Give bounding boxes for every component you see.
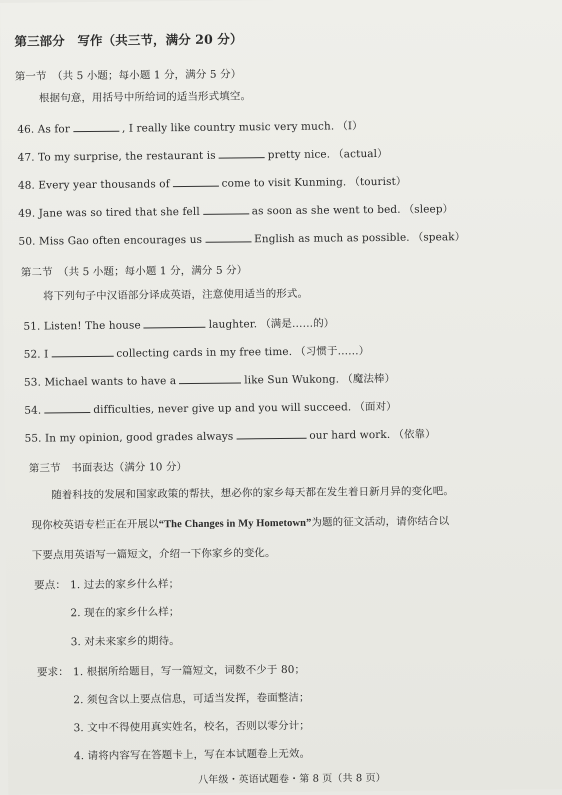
answer-blank	[219, 148, 265, 158]
question-text: 48. Every year thousands of	[17, 178, 170, 192]
question-50	[18, 229, 465, 249]
question-hint: （满是……的）	[260, 317, 335, 331]
question-55	[24, 426, 435, 445]
part3-title: 第三部分 写作（共三节，满分 20 分）	[14, 31, 243, 49]
requirement-item: 3. 文中不得使用真实姓名，校名，否则以零分计；	[73, 719, 310, 735]
question-54	[24, 399, 397, 418]
question-46	[17, 118, 362, 137]
question-hint: （speak）	[412, 231, 466, 244]
question-text: our hard work.	[309, 428, 391, 442]
page-footer: 八年级・英语试题卷・第 8 页（共 8 页）	[198, 772, 386, 786]
point-item: 3. 对未来家乡的期待。	[70, 635, 180, 649]
question-text: difficulties, never give up and you will succeed.	[93, 401, 352, 416]
point-item: 2. 现在的家乡什么样；	[70, 606, 180, 620]
question-text: 55. In my opinion, good grades always	[24, 430, 234, 445]
requirement-item: 1. 根据所给题目，写一篇短文，词数不少于 80；	[72, 663, 306, 679]
question-51	[23, 315, 334, 333]
section2-title: 第二节 （共 5 小题；每小题 1 分，满分 5 分）	[20, 264, 248, 279]
question-hint: （sleep）	[403, 203, 454, 216]
answer-blank	[236, 429, 306, 440]
question-48	[18, 174, 407, 193]
requirements-label: 要求：	[36, 666, 69, 679]
question-hint: （actual）	[333, 147, 388, 161]
question-hint: （面对）	[354, 400, 397, 414]
section2-instruction: 将下列句子中汉语部分译成英语，注意使用适当的形式。	[43, 287, 309, 303]
question-text: 47. To my surprise, the restaurant is	[17, 149, 216, 164]
question-hint: （tourist）	[349, 175, 407, 189]
question-text: come to visit Kunming.	[221, 176, 347, 190]
section3-title: 第三节 书面表达（满分 10 分）	[28, 461, 188, 475]
answer-blank	[51, 347, 113, 358]
question-52	[24, 343, 370, 362]
question-hint: （习惯于……）	[295, 345, 370, 358]
question-text: English as much as possible.	[253, 231, 410, 246]
essay-prompt-line-1: 随着科技的发展和国家政策的帮扶，想必你的家乡每天都在发生着日新月异的变化吧。	[51, 485, 455, 502]
question-53	[24, 371, 395, 390]
point-item: 1. 过去的家乡什么样；	[70, 578, 180, 592]
question-text: 50. Miss Gao often encourages us	[18, 233, 203, 248]
requirement-item: 4. 请将内容写在答题卡上，写在本试题卷上无效。	[73, 747, 311, 763]
prompt-text: 现你校英语专栏正在开展以	[31, 518, 159, 532]
question-text: like Sun Wukong.	[244, 373, 340, 387]
question-text: laughter.	[208, 318, 258, 331]
question-text: pretty nice.	[267, 148, 331, 162]
question-text: 49. Jane was so tired that she fell	[18, 205, 200, 220]
question-hint: （I）	[337, 120, 363, 133]
section1-title: 第一节 （共 5 小题；每小题 1 分，满分 5 分）	[14, 68, 242, 83]
question-text: collecting cards in my free time.	[116, 345, 293, 360]
essay-prompt-line-2	[31, 513, 449, 532]
answer-blank	[179, 373, 241, 384]
answer-blank	[144, 318, 206, 329]
points-label: 要点：	[34, 579, 66, 592]
answer-blank	[44, 403, 90, 413]
answer-blank	[205, 232, 251, 242]
prompt-text: 为题的征文活动，请你结合以	[311, 515, 450, 529]
question-text: 52. I	[23, 348, 49, 361]
answer-blank	[73, 122, 119, 132]
essay-topic: “The Changes in My Hometown”	[158, 517, 312, 531]
question-47	[18, 146, 388, 165]
question-hint: （依靠）	[393, 428, 436, 441]
answer-blank	[173, 177, 219, 187]
question-hint: （魔法棒）	[342, 372, 396, 386]
question-text: 53. Michael wants to have a	[23, 375, 177, 389]
question-text: , I really like country music very much.	[121, 120, 335, 135]
question-text: 51. Listen! The house	[23, 319, 141, 333]
question-text: 54.	[24, 404, 42, 417]
question-text: as soon as she went to bed.	[251, 203, 401, 218]
question-49	[18, 201, 453, 221]
question-text: 46. As for	[17, 123, 70, 136]
answer-blank	[203, 204, 249, 214]
essay-prompt-line-3: 下要点用英语写一篇短文，介绍一下你家乡的变化。	[31, 547, 276, 562]
requirement-item: 2. 须包含以上要点信息，可适当发挥，卷面整洁；	[73, 691, 310, 707]
section1-instruction: 根据句意，用括号中所给词的适当形式填空。	[38, 90, 252, 105]
